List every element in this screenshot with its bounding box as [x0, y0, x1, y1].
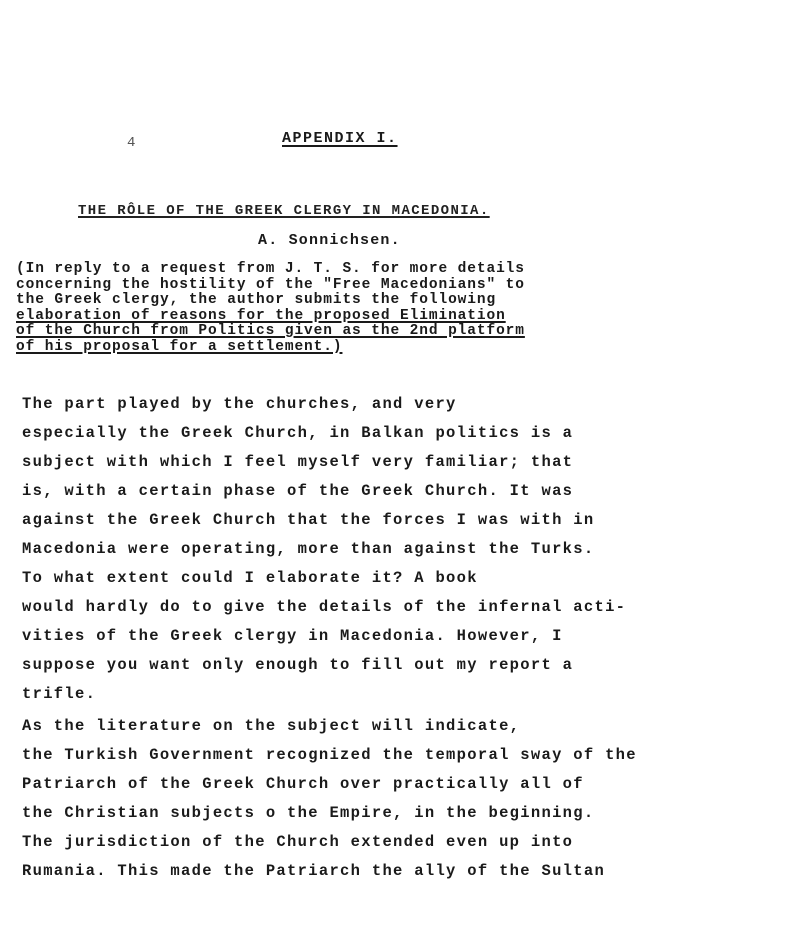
note-line: of the Church from Politics given as the 2nd platform — [16, 323, 525, 339]
body-line: the Christian subjects o the Empire, in the beginning. — [22, 804, 595, 822]
body-line: As the literature on the subject will indicate, — [22, 717, 521, 735]
body-line: To what extent could I elaborate it? A book — [22, 569, 478, 587]
note-line: (In reply to a request from J. T. S. for more details — [16, 261, 525, 277]
body-line: suppose you want only enough to fill out my report a — [22, 656, 574, 674]
body-line: vities of the Greek clergy in Macedonia. However, I — [22, 627, 563, 645]
editorial-note — [16, 262, 525, 355]
note-line: the Greek clergy, the author submits the following — [16, 292, 497, 308]
body-line: The part played by the churches, and very — [22, 395, 457, 413]
body-line: Patriarch of the Greek Church over practically all of — [22, 775, 584, 793]
author-name: A. Sonnichsen. — [258, 232, 401, 249]
body-line: especially the Greek Church, in Balkan politics is a — [22, 424, 574, 442]
body-line: would hardly do to give the details of the infernal acti- — [22, 598, 627, 616]
body-line: subject with which I feel myself very familiar; that — [22, 453, 574, 471]
body-line: Macedonia were operating, more than against the Turks. — [22, 540, 595, 558]
body-line: is, with a certain phase of the Greek Church. It was — [22, 482, 574, 500]
body-line: trifle. — [22, 685, 97, 703]
note-line: concerning the hostility of the "Free Macedonians" to — [16, 276, 525, 293]
body-line: against the Greek Church that the forces I was with in — [22, 511, 595, 529]
body-line: The jurisdiction of the Church extended even up into — [22, 833, 574, 851]
document-title: THE RÔLE OF THE GREEK CLERGY IN MACEDONIA. — [78, 203, 490, 219]
appendix-heading: APPENDIX I. — [282, 130, 398, 147]
note-line: elaboration of reasons for the proposed Elimination — [16, 307, 506, 324]
page-number: 4 — [127, 135, 136, 151]
note-line: of his proposal for a settlement.) — [16, 338, 343, 355]
body-line: the Turkish Government recognized the temporal sway of the — [22, 746, 637, 764]
body-line: Rumania. This made the Patriarch the ally of the Sultan — [22, 862, 606, 880]
